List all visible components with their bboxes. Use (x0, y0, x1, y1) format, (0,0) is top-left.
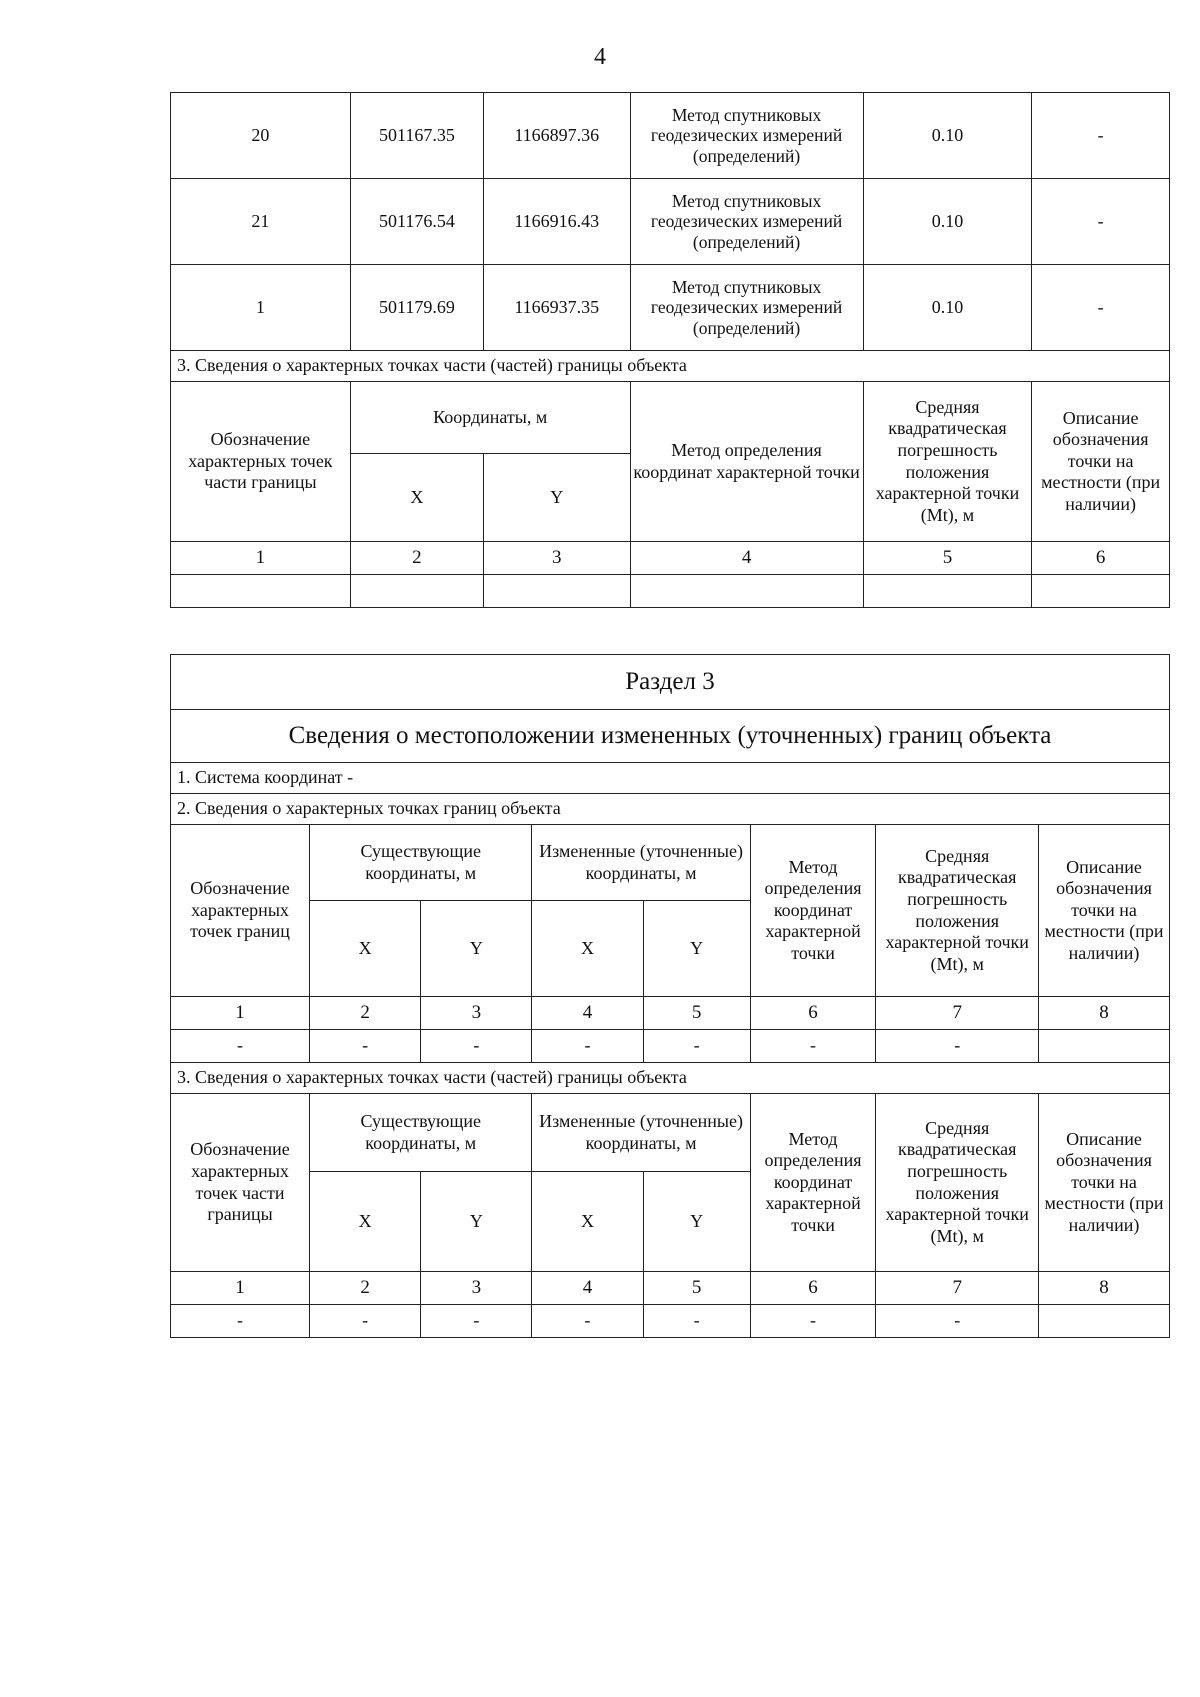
column-number: 5 (863, 542, 1032, 575)
column-number: 2 (350, 542, 483, 575)
header-existing-coordinates: Существующие координаты, м (310, 1094, 532, 1172)
method: Метод спутниковых геодезических измерений (определений) (630, 265, 863, 351)
header-method: Метод определения координат характерной точки (630, 382, 863, 542)
table-row (171, 1030, 1170, 1063)
part-points-heading: 3. Сведения о характерных точках части (частей) границы объекта (171, 1063, 1170, 1094)
description: - (1032, 93, 1170, 179)
header-y: Y (484, 454, 631, 542)
cell: - (171, 1030, 310, 1063)
header-existing-coordinates: Существующие координаты, м (310, 825, 532, 901)
cell: - (532, 1030, 643, 1063)
cell: - (750, 1305, 876, 1338)
coord-x: 501176.54 (350, 179, 483, 265)
header-description: Описание обозначения точки на местности (при наличии) (1039, 825, 1170, 997)
header-mt: Средняя квадратическая погрешность положения характерной точки (Mt), м (876, 825, 1039, 997)
coord-y: 1166897.36 (484, 93, 631, 179)
column-number: 7 (876, 997, 1039, 1030)
mt-value: 0.10 (863, 93, 1032, 179)
page-number: 4 (594, 44, 606, 70)
header-designation: Обозначение характерных точек границ (171, 825, 310, 997)
boundary-points-heading: 2. Сведения о характерных точках границ объекта (171, 794, 1170, 825)
coord-x: 501167.35 (350, 93, 483, 179)
section-title: Раздел 3 (171, 655, 1170, 710)
header-x: X (310, 1172, 421, 1272)
header-changed-coordinates: Измененные (уточненные) координаты, м (532, 825, 750, 901)
column-number: 8 (1039, 1272, 1170, 1305)
point-number: 1 (171, 265, 351, 351)
table-row (171, 1305, 1170, 1338)
section-subtitle: Сведения о местоположении измененных (уточненных) границ объекта (171, 710, 1170, 763)
method: Метод спутниковых геодезических измерений (определений) (630, 179, 863, 265)
column-number: 4 (630, 542, 863, 575)
cell: - (532, 1305, 643, 1338)
cell: - (750, 1030, 876, 1063)
method: Метод спутниковых геодезических измерений (определений) (630, 93, 863, 179)
column-number: 7 (876, 1272, 1039, 1305)
column-number: 6 (750, 997, 876, 1030)
cell: - (310, 1030, 421, 1063)
coord-y: 1166937.35 (484, 265, 631, 351)
cell: - (421, 1030, 532, 1063)
cell: - (876, 1305, 1039, 1338)
header-designation: Обозначение характерных точек части границы (171, 382, 351, 542)
header-coordinates: Координаты, м (350, 382, 630, 454)
point-number: 20 (171, 93, 351, 179)
header-y: Y (421, 1172, 532, 1272)
cell: - (171, 1305, 310, 1338)
column-number: 3 (421, 997, 532, 1030)
cell (1039, 1305, 1170, 1338)
coordinate-system: 1. Система координат - (171, 763, 1170, 794)
header-y: Y (643, 1172, 750, 1272)
header-changed-coordinates: Измененные (уточненные) координаты, м (532, 1094, 750, 1172)
column-number: 6 (1032, 542, 1170, 575)
column-number: 3 (421, 1272, 532, 1305)
header-x: X (532, 1172, 643, 1272)
column-number: 5 (643, 1272, 750, 1305)
table-row (171, 265, 1170, 351)
section-3 (170, 654, 1170, 1338)
header-y: Y (643, 901, 750, 997)
header-x: X (532, 901, 643, 997)
column-number: 6 (750, 1272, 876, 1305)
part-points-heading: 3. Сведения о характерных точках части (частей) границы объекта (171, 351, 1170, 382)
mt-value: 0.10 (863, 179, 1032, 265)
column-number: 1 (171, 997, 310, 1030)
column-number: 4 (532, 997, 643, 1030)
header-mt: Средняя квадратическая погрешность положения характерной точки (Mt), м (876, 1094, 1039, 1272)
coord-y: 1166916.43 (484, 179, 631, 265)
table-row (171, 179, 1170, 265)
coord-x: 501179.69 (350, 265, 483, 351)
cell: - (643, 1030, 750, 1063)
mt-value: 0.10 (863, 265, 1032, 351)
column-number: 2 (310, 1272, 421, 1305)
description: - (1032, 179, 1170, 265)
cell: - (643, 1305, 750, 1338)
point-number: 21 (171, 179, 351, 265)
table-row (171, 575, 1170, 608)
description: - (1032, 265, 1170, 351)
header-description: Описание обозначения точки на местности (при наличии) (1032, 382, 1170, 542)
column-number: 3 (484, 542, 631, 575)
cell: - (876, 1030, 1039, 1063)
column-number: 1 (171, 542, 351, 575)
cell (1039, 1030, 1170, 1063)
column-number: 2 (310, 997, 421, 1030)
header-method: Метод определения координат характерной точки (750, 1094, 876, 1272)
column-number: 4 (532, 1272, 643, 1305)
header-designation: Обозначение характерных точек части границы (171, 1094, 310, 1272)
column-number: 5 (643, 997, 750, 1030)
cell: - (421, 1305, 532, 1338)
header-x: X (350, 454, 483, 542)
header-description: Описание обозначения точки на местности (при наличии) (1039, 1094, 1170, 1272)
cell: - (310, 1305, 421, 1338)
header-method: Метод определения координат характерной точки (750, 825, 876, 997)
header-mt: Средняя квадратическая погрешность положения характерной точки (Mt), м (863, 382, 1032, 542)
column-number: 8 (1039, 997, 1170, 1030)
column-number: 1 (171, 1272, 310, 1305)
coordinates-table-continued (170, 92, 1170, 608)
header-x: X (310, 901, 421, 997)
table-row (171, 93, 1170, 179)
header-y: Y (421, 901, 532, 997)
